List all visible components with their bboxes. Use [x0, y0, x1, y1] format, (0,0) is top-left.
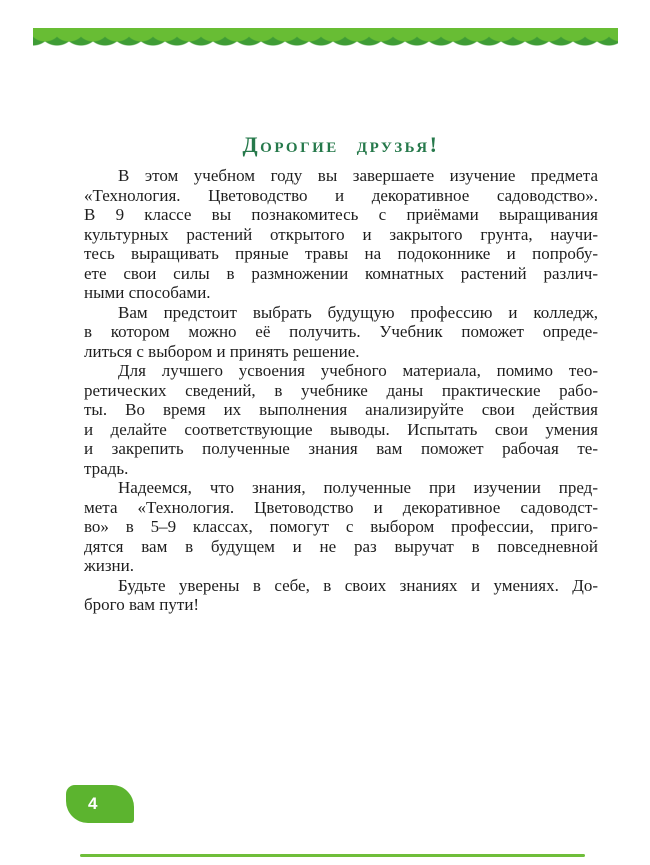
text-line: Надеемся, что знания, полученные при изучении пред- [118, 478, 598, 497]
text-line: дятся вам в будущем и не раз выручат в повседневной [84, 536, 598, 556]
text-line: ретических сведений, в учебнике даны практические рабо- [84, 380, 598, 400]
page-number-badge [66, 785, 134, 823]
text-line: во» в 5–9 классах, помогут с выбором профессии, приго- [84, 517, 598, 536]
text-line: жизни. [84, 556, 135, 575]
text-line: традь. [84, 458, 129, 478]
text-line: и закрепить полученные знания вам поможет рабочая те- [84, 439, 598, 458]
paragraph [84, 361, 598, 478]
paragraph [84, 478, 598, 576]
page-title: Дорогие друзья! [242, 132, 440, 157]
text-line: брого вам пути! [84, 595, 200, 614]
text-line: литься с выбором и принять решение. [84, 341, 360, 361]
paragraph [84, 166, 598, 303]
text-line: «Технология. Цветоводство и декоративное садоводство». [84, 185, 598, 205]
text-line: тесь выращивать пряные травы на подоконнике и попробу- [84, 244, 598, 263]
paragraph [84, 576, 598, 615]
bottom-rule [80, 854, 585, 857]
text-line: ными способами. [84, 283, 211, 302]
text-line: ете свои силы в размножении комнатных растений различ- [84, 263, 598, 283]
text-line: Для лучшего усвоения учебного материала, помимо тео- [118, 361, 598, 380]
text-line: в котором можно её получить. Учебник поможет опреде- [84, 322, 598, 341]
text-line: мета «Технология. Цветоводство и декоративное садоводст- [84, 497, 598, 517]
body-text [84, 166, 598, 615]
text-line: культурных растений открытого и закрытого грунта, научи- [84, 224, 598, 244]
text-line: ты. Во время их выполнения анализируйте свои действия [84, 400, 598, 419]
text-line: Вам предстоит выбрать будущую профессию и колледж, [118, 302, 598, 322]
text-line: В этом учебном году вы завершаете изучение предмета [118, 166, 598, 185]
text-line: Будьте уверены в себе, в своих знаниях и умениях. До- [118, 575, 598, 595]
text-line: и делайте соответствующие выводы. Испытать свои умения [84, 419, 598, 439]
page-number: 4 [88, 794, 98, 813]
text-line: В 9 классе вы познакомитесь с приёмами выращивания [84, 205, 598, 224]
top-garland-ornament [33, 28, 618, 48]
paragraph [84, 303, 598, 362]
